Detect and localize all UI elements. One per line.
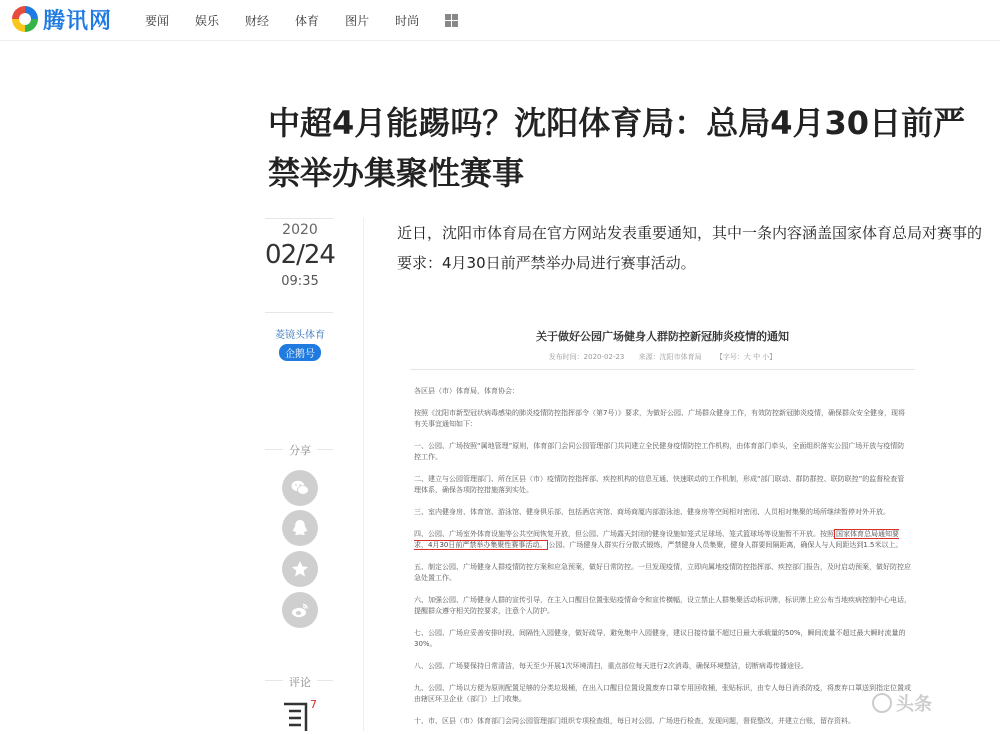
notice-body <box>410 386 915 727</box>
comment-label-text: 评论 <box>283 676 317 689</box>
notice-font-size: 【字号：大 中 小】 <box>715 353 777 361</box>
notice-para-4 <box>414 529 911 551</box>
notice-para-5: 五、制定公园、广场健身人群疫情防控方案和应急预案，做好日常防控。一旦发现疫情，立即向属地疫情防控指挥部、疾控部门报告，及时启动预案，做好防控应急处置工作。 <box>414 563 911 582</box>
date-month-day: 02/24 <box>265 240 335 270</box>
notice-greeting: 各区县（市）体育局，体育协会： <box>414 387 519 395</box>
watermark-logo-icon <box>872 693 892 713</box>
share-wechat-button[interactable] <box>282 470 318 506</box>
share-label-text: 分享 <box>283 444 317 457</box>
notice-meta <box>410 352 915 362</box>
author-badge[interactable]: 企鹅号 <box>279 344 321 361</box>
main-nav <box>145 0 458 40</box>
watermark <box>872 690 932 716</box>
nav-item-finance[interactable]: 财经 <box>245 13 270 28</box>
article-intro: 近日，沈阳市体育局在官方网站发表重要通知，其中一条内容涵盖国家体育总局对赛事的要求：4月30日前严禁举办局进行赛事活动。 <box>397 224 983 272</box>
tencent-logo-icon <box>12 6 38 32</box>
grid-icon[interactable] <box>445 14 458 27</box>
notice-source: 来源：沈阳市体育局 <box>638 353 702 361</box>
qzone-star-icon <box>290 559 310 579</box>
notice-para-4-a: 四、公园、广场室外体育设施等公共空间恢复开放，但公园、广场露天封闭的健身设施如笼式足球场、笼式篮球场等设施暂不开放。按照 <box>414 530 834 538</box>
nav-item-photos[interactable]: 图片 <box>345 13 370 28</box>
notice-para-9: 九、公园、广场以方便为原则配置足够的分类垃圾桶，在出入口醒目位置设置废弃口罩专用回收桶，张贴标识，由专人每日消杀防疫，将废弃口罩送到指定位置或由辖区环卫企业（部门）上门收集。 <box>414 684 911 703</box>
notice-para-4-b: 公园、广场健身人群实行分散式锻炼，严禁健身人员集聚，健身人群要间隔距离，确保人与人间距达到1.5米以上。 <box>548 541 903 549</box>
author-name[interactable]: 菱镜头体育 <box>275 330 325 341</box>
notice-para-10: 十、市、区县（市）体育部门会同公园管理部门组织专项检查组，每日对公园、广场进行检查，发现问题，督促整改，并建立台账，留存资料。 <box>414 717 855 725</box>
comment-label <box>265 674 335 690</box>
notice-image <box>410 318 915 731</box>
notice-para-3: 三、室内健身房、体育馆、游泳馆、健身俱乐部，包括酒店宾馆、商场商厦内部游泳池、健身房等空间相对密闭、人员相对集聚的场所继续暂停对外开放。 <box>414 508 890 516</box>
notice-para-8: 八、公园、广场要保持日常清洁，每天至少开展1次环境清扫，重点部位每天进行2次消毒，确保环境整洁，切断病毒传播途径。 <box>414 662 808 670</box>
share-label <box>265 442 335 458</box>
share-qzone-button[interactable] <box>282 551 318 587</box>
notice-highlight: 国家体育总局通知要求，4月30日前严禁举办集聚性赛事活动。 <box>414 530 899 549</box>
nav-item-sports[interactable]: 体育 <box>295 13 320 28</box>
publish-date <box>265 222 335 289</box>
nav-item-news[interactable]: 要闻 <box>145 13 170 28</box>
nav-item-ent[interactable]: 娱乐 <box>195 13 220 28</box>
notice-para-2: 二、建立与公园管理部门、所在区县（市）疫情防控指挥部、疾控机构的信息互通、快速联动的工作机制，形成“部门联动、群防群控、联防联控”的监督检查管理体系，确保各项防控措施落到实处。 <box>414 475 905 494</box>
date-time: 09:35 <box>281 274 319 289</box>
notice-para-intro: 按照《沈阳市新型冠状病毒感染的肺炎疫情防控指挥部令（第7号）》要求，为做好公园、广场群众健身工作，有效防控新冠肺炎疫情，确保群众安全健身，现将有关事宜通知如下： <box>414 409 905 428</box>
wechat-icon <box>290 478 310 498</box>
column-divider <box>363 218 364 731</box>
notice-para-6: 六、加强公园、广场健身人群的宣传引导，在主入口醒目位置张贴疫情命令和宣传横幅，设立禁止人群集聚活动标识牌，标识牌上应公布当地疾病控制中心电话，提醒群众遵守相关防控要求，注意个人防护。 <box>414 596 911 615</box>
nav-item-fashion[interactable]: 时尚 <box>395 13 420 28</box>
watermark-text: 头条 <box>896 694 932 715</box>
site-logo[interactable] <box>12 5 112 33</box>
notice-para-7: 七、公园、广场应妥善安排时段、间隔性入园健身，做好疏导，避免集中入园健身，建议日接待量不超过日最大承载量的50%，瞬间流量不超过最大瞬时流量的30%。 <box>414 629 906 648</box>
logo-text: 腾讯网 <box>43 8 113 34</box>
qq-icon <box>290 518 310 538</box>
top-bar <box>0 0 1000 41</box>
weibo-icon <box>290 600 310 620</box>
share-weibo-button[interactable] <box>282 592 318 628</box>
date-bottom-divider <box>265 312 333 313</box>
notice-para-1: 一、公园、广场按照“属地管理”原则，体育部门会同公园管理部门共同建立全民健身疫情防控工作机构，由体育部门牵头，全面组织落实公园广场开放与疫情防控工作。 <box>414 442 905 461</box>
author-block <box>262 326 338 361</box>
article-title: 中超4月能踢吗？沈阳体育局：总局4月30日前严禁举办集聚性赛事 <box>268 104 966 192</box>
comment-count: 7 <box>310 698 317 711</box>
comment-button[interactable] <box>280 698 320 731</box>
notice-divider <box>410 369 915 370</box>
notice-title: 关于做好公园广场健身人群防控新冠肺炎疫情的通知 <box>536 330 789 343</box>
comment-icon <box>280 698 320 731</box>
notice-published: 发布时间：2020-02-23 <box>548 353 625 361</box>
date-year: 2020 <box>282 222 318 238</box>
share-qq-button[interactable] <box>282 510 318 546</box>
date-top-divider <box>265 218 333 219</box>
